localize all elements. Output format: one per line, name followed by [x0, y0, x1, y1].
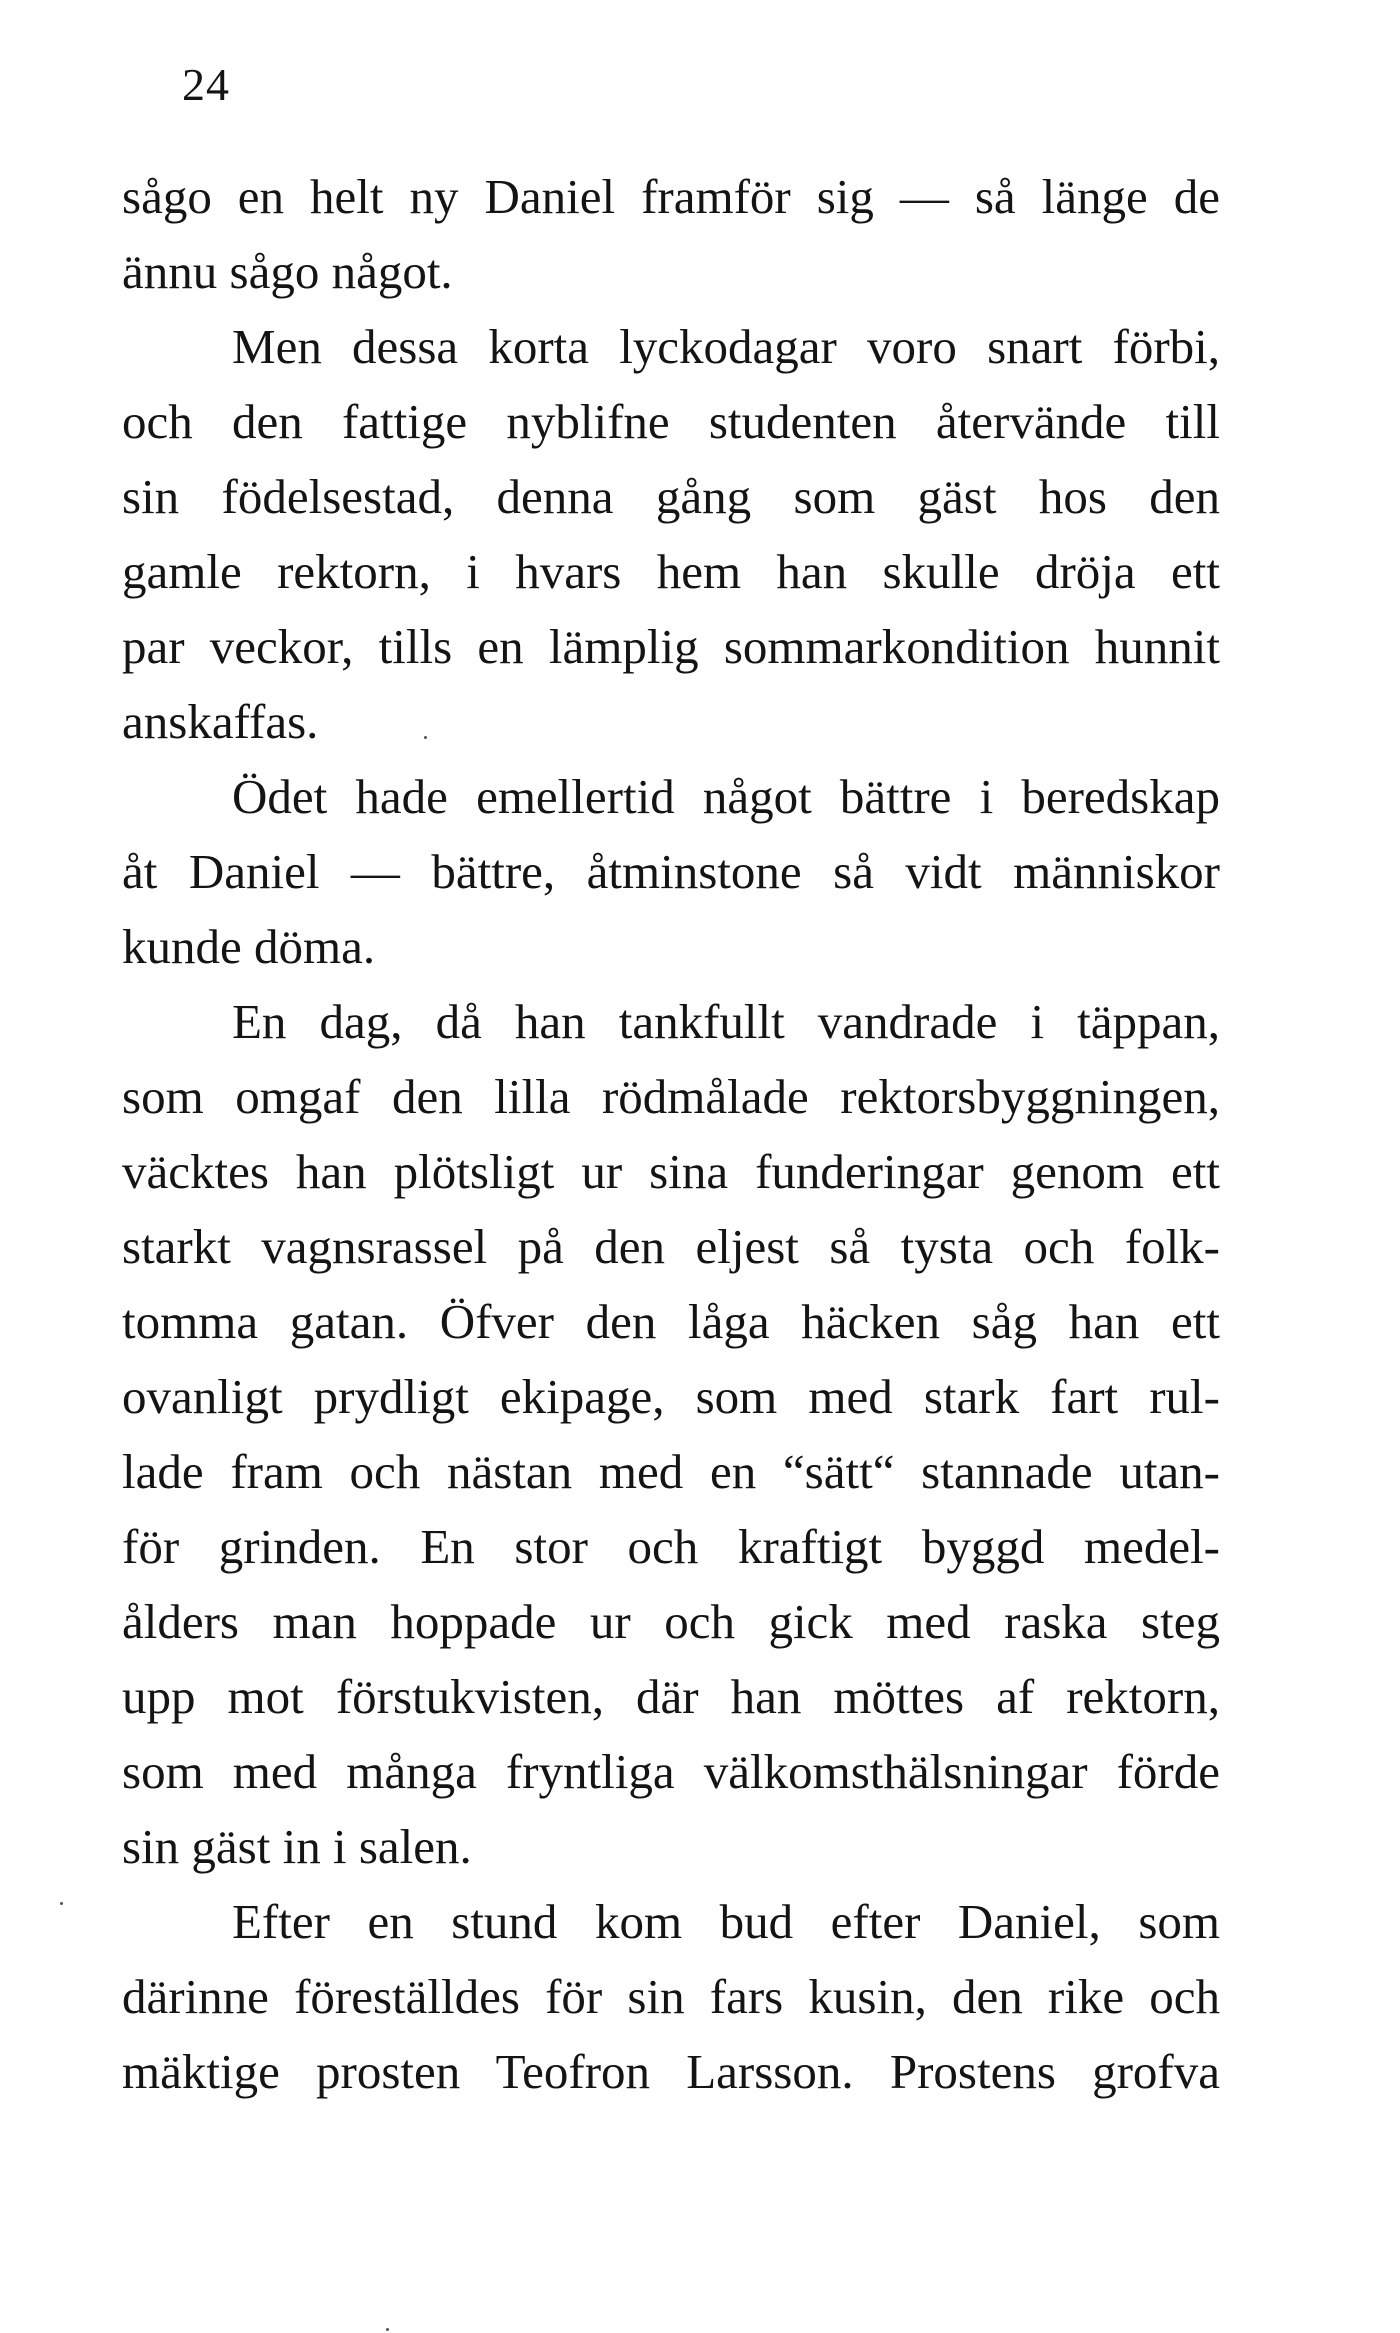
- text-line: kunde döma.: [122, 919, 376, 974]
- text-line: och den fattige nyblifne studenten återvände till: [122, 394, 1220, 449]
- text-line: för grinden. En stor och kraftigt byggd medel-: [122, 1519, 1220, 1574]
- paper-speck: [60, 1902, 63, 1905]
- text-line: En dag, då han tankfullt vandrade i täppan,: [232, 994, 1220, 1049]
- text-line: Ödet hade emellertid något bättre i beredskap: [232, 769, 1220, 824]
- text-line: anskaffas.: [122, 694, 319, 749]
- text-line: gamle rektorn, i hvars hem han skulle dröja ett: [122, 544, 1220, 599]
- text-line: lade fram och nästan med en “sätt“ stannade utan-: [122, 1444, 1220, 1499]
- text-line: ålders man hoppade ur och gick med raska steg: [122, 1594, 1220, 1649]
- text-line: starkt vagnsrassel på den eljest så tysta och folk-: [122, 1219, 1220, 1274]
- text-line: Efter en stund kom bud efter Daniel, som: [232, 1894, 1220, 1949]
- text-line: tomma gatan. Öfver den låga häcken såg han ett: [122, 1294, 1220, 1349]
- text-line: väcktes han plötsligt ur sina funderingar genom ett: [122, 1144, 1220, 1199]
- text-line: sin gäst in i salen.: [122, 1819, 472, 1874]
- page-number: 24: [182, 59, 230, 110]
- text-line: ännu sågo något.: [122, 244, 453, 299]
- paper-speck: [386, 2328, 389, 2331]
- text-line: ovanligt prydligt ekipage, som med stark fart rul-: [122, 1369, 1220, 1424]
- text-line: sin födelsestad, denna gång som gäst hos den: [122, 469, 1220, 524]
- text-line: sågo en helt ny Daniel framför sig — så länge de: [122, 169, 1220, 224]
- text-line: som omgaf den lilla rödmålade rektorsbyggningen,: [122, 1069, 1220, 1124]
- text-line: upp mot förstukvisten, där han möttes af rektorn,: [122, 1669, 1220, 1724]
- text-line: åt Daniel — bättre, åtminstone så vidt människor: [122, 844, 1220, 899]
- text-line: Men dessa korta lyckodagar voro snart förbi,: [232, 319, 1220, 374]
- text-line: därinne föreställdes för sin fars kusin, den rike och: [122, 1969, 1220, 2024]
- paper-speck: [424, 736, 427, 739]
- text-line: par veckor, tills en lämplig sommarkondition hunnit: [122, 619, 1220, 674]
- text-line: mäktige prosten Teofron Larsson. Prostens grofva: [122, 2044, 1220, 2099]
- text-line: som med många fryntliga välkomsthälsningar förde: [122, 1744, 1220, 1799]
